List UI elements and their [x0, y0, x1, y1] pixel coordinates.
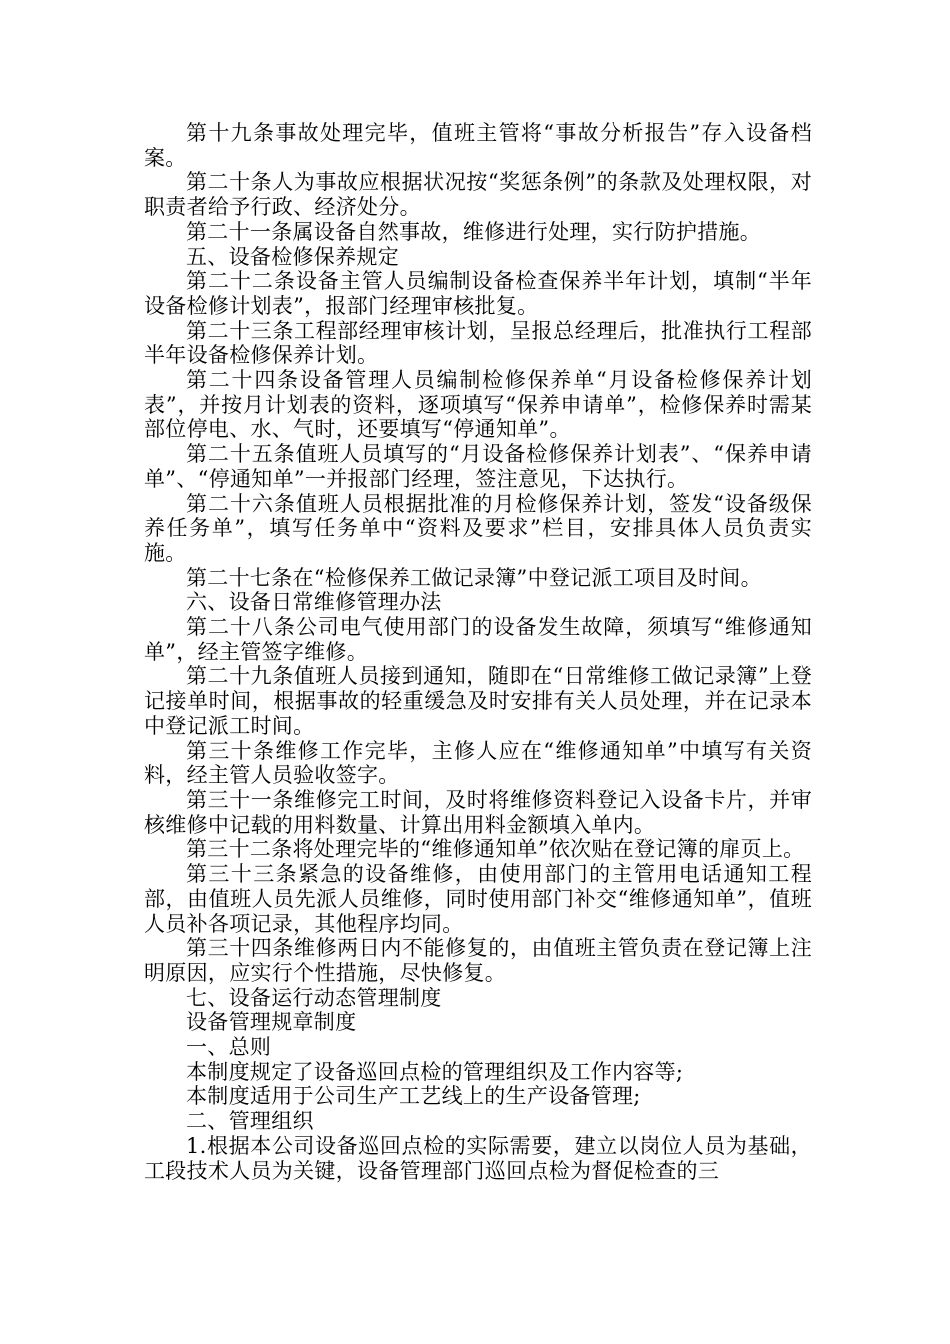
- section-heading: 一、总则: [186, 1035, 272, 1060]
- paragraph: 第三十条维修工作完毕，主修人应在“维修通知单”中填写有关资料，经主管人员验收签字。: [144, 738, 812, 788]
- paragraph: 本制度规定了设备巡回点检的管理组织及工作内容等;: [186, 1059, 684, 1084]
- paragraph: 第二十六条值班人员根据批准的月检修保养计划，签发“设备级保养任务单”，填写任务单中“资料及要求”栏目，安排具体人员负责实施。: [144, 491, 812, 565]
- paragraph: 1.根据本公司设备巡回点检的实际需要，建立以岗位人员为基础，工段技术人员为关键，设备管理部门巡回点检为督促检查的三: [144, 1133, 812, 1183]
- paragraph: 第二十二条设备主管人员编制设备检查保养半年计划，填制“半年设备检修计划表”，报部门经理审核批复。: [144, 269, 812, 318]
- paragraph: 第二十四条设备管理人员编制检修保养单“月设备检修保养计划表”，并按月计划表的资料，逐项填写“保养申请单”，检修保养时需某部位停电、水、气时，还要填写“停通知单”。: [144, 368, 812, 442]
- section-heading: 五、设备检修保养规定: [186, 244, 399, 269]
- paragraph: 第十九条事故处理完毕，值班主管将“事故分析报告”存入设备档案。: [144, 121, 812, 170]
- paragraph: 第二十八条公司电气使用部门的设备发生故障，须填写“维修通知单”，经主管签字维修。: [144, 615, 812, 664]
- paragraph: 第二十一条属设备自然事故，维修进行处理，实行防护措施。: [186, 219, 762, 244]
- paragraph: 第三十二条将处理完毕的“维修通知单”依次贴在登记簿的扉页上。: [186, 837, 805, 862]
- paragraph: 第二十五条值班人员填写的“月设备检修保养计划表”、“保养申请单”、“停通知单”一并报部门经理，签注意见，下达执行。: [144, 442, 812, 491]
- paragraph: 第三十四条维修两日内不能修复的，由值班主管负责在登记簿上注明原因，应实行个性措施，尽快修复。: [144, 936, 812, 985]
- document-title: 设备管理规章制度: [186, 1010, 357, 1035]
- paragraph: 第二十九条值班人员接到通知，随即在“日常维修工做记录簿”上登记接单时间，根据事故的轻重缓急及时安排有关人员处理，并在记录本中登记派工时间。: [144, 664, 812, 738]
- paragraph: 本制度适用于公司生产工艺线上的生产设备管理;: [186, 1084, 641, 1109]
- paragraph: 第二十七条在“检修保养工做记录簿”中登记派工项目及时间。: [186, 565, 762, 590]
- paragraph: 第三十一条维修完工时间，及时将维修资料登记入设备卡片，并审核维修中记载的用料数量、计算出用料金额填入单内。: [144, 787, 812, 837]
- section-heading: 七、设备运行动态管理制度: [186, 985, 442, 1010]
- paragraph: 第二十三条工程部经理审核计划，呈报总经理后，批准执行工程部半年设备检修保养计划。: [144, 318, 812, 368]
- document-body: [144, 121, 812, 1183]
- section-heading: 二、管理组织: [186, 1109, 314, 1134]
- paragraph: 第三十三条紧急的设备维修，由使用部门的主管用电话通知工程部，由值班人员先派人员维修，同时使用部门补交“维修通知单”，值班人员补各项记录，其他程序均同。: [144, 862, 812, 936]
- section-heading: 六、设备日常维修管理办法: [186, 590, 442, 615]
- paragraph: 第二十条人为事故应根据状况按“奖惩条例”的条款及处理权限，对职责者给予行政、经济处分。: [144, 170, 812, 220]
